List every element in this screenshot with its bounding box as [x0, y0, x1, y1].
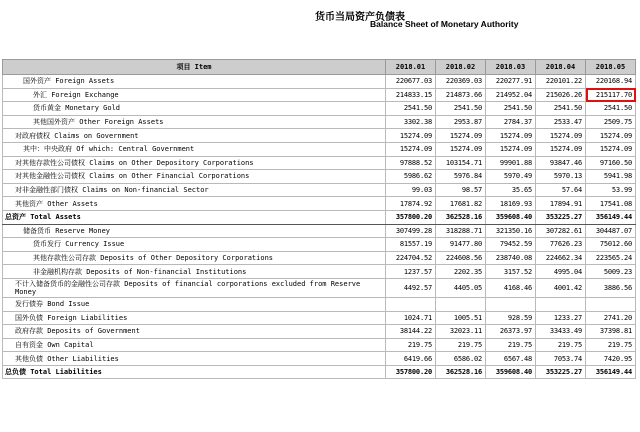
row-label: 自有资金 Own Capital	[3, 338, 386, 352]
value-cell: 6567.48	[486, 352, 536, 366]
value-cell: 33433.49	[536, 325, 586, 339]
value-cell: 1024.71	[386, 311, 436, 325]
value-cell: 7420.95	[586, 352, 636, 366]
value-cell: 3157.52	[486, 265, 536, 279]
value-cell: 75012.60	[586, 238, 636, 252]
value-cell: 15274.09	[536, 142, 586, 156]
value-cell: 91477.80	[436, 238, 486, 252]
value-cell: 17874.92	[386, 197, 436, 211]
table-row	[3, 352, 636, 366]
value-cell: 4168.46	[486, 278, 536, 297]
row-label: 总负债 Total Liabilities	[3, 365, 386, 379]
value-cell: 220369.03	[436, 75, 486, 89]
value-cell: 359608.40	[486, 210, 536, 224]
header-period: 2018.02	[436, 60, 486, 75]
table-row	[3, 102, 636, 116]
value-cell: 238740.08	[486, 251, 536, 265]
value-cell: 219.75	[386, 338, 436, 352]
value-cell: 214833.15	[386, 88, 436, 102]
value-cell: 97160.50	[586, 156, 636, 170]
value-cell: 2541.50	[536, 102, 586, 116]
table-row	[3, 183, 636, 197]
value-cell: 57.64	[536, 183, 586, 197]
value-cell: 2741.20	[586, 311, 636, 325]
row-label: 货币黄金 Monetary Gold	[3, 102, 386, 116]
row-label: 外汇 Foreign Exchange	[3, 88, 386, 102]
value-cell: 220677.03	[386, 75, 436, 89]
value-cell: 15274.09	[586, 142, 636, 156]
value-cell: 81557.19	[386, 238, 436, 252]
value-cell: 1237.57	[386, 265, 436, 279]
value-cell: 3302.38	[386, 115, 436, 129]
value-cell: 357800.20	[386, 365, 436, 379]
table-row	[3, 265, 636, 279]
value-cell: 17681.82	[436, 197, 486, 211]
value-cell: 17541.08	[586, 197, 636, 211]
value-cell: 2541.50	[386, 102, 436, 116]
table-row	[3, 238, 636, 252]
value-cell: 15274.09	[386, 129, 436, 143]
table-row	[3, 129, 636, 143]
value-cell: 4492.57	[386, 278, 436, 297]
value-cell: 1005.51	[436, 311, 486, 325]
value-cell: 6419.66	[386, 352, 436, 366]
value-cell: 15274.09	[386, 142, 436, 156]
value-cell: 224608.56	[436, 251, 486, 265]
value-cell: 353225.27	[536, 365, 586, 379]
row-label: 对其他金融性公司债权 Claims on Other Financial Corporations	[3, 170, 386, 184]
value-cell: 2953.87	[436, 115, 486, 129]
value-cell: 2541.50	[486, 102, 536, 116]
value-cell: 38144.22	[386, 325, 436, 339]
row-label: 其他国外资产 Other Foreign Assets	[3, 115, 386, 129]
row-label: 非金融机构存款 Deposits of Non-financial Institutions	[3, 265, 386, 279]
value-cell: 357800.20	[386, 210, 436, 224]
table-row	[3, 197, 636, 211]
value-cell: 93847.46	[536, 156, 586, 170]
value-cell: 4001.42	[536, 278, 586, 297]
table-row	[3, 142, 636, 156]
row-label: 对政府债权 Claims on Government	[3, 129, 386, 143]
row-label: 其他存款性公司存款 Deposits of Other Depository Corporations	[3, 251, 386, 265]
value-cell: 98.57	[436, 183, 486, 197]
value-cell: 318288.71	[436, 224, 486, 238]
row-label: 总资产 Total Assets	[3, 210, 386, 224]
header-row	[3, 60, 636, 75]
value-cell: 219.75	[436, 338, 486, 352]
value-cell: 223565.24	[586, 251, 636, 265]
total-row	[3, 365, 636, 379]
table-row	[3, 297, 636, 311]
row-label: 货币发行 Currency Issue	[3, 238, 386, 252]
row-label: 储备货币 Reserve Money	[3, 224, 386, 238]
value-cell: 37398.81	[586, 325, 636, 339]
value-cell: 15274.09	[486, 129, 536, 143]
title-chinese-wrap	[0, 5, 640, 24]
value-cell: 3886.56	[586, 278, 636, 297]
value-cell: 35.65	[486, 183, 536, 197]
value-cell: 5986.62	[386, 170, 436, 184]
value-cell: 53.99	[586, 183, 636, 197]
table-row	[3, 278, 636, 297]
value-cell: 353225.27	[536, 210, 586, 224]
highlighted-value-cell: 215117.70	[586, 88, 636, 102]
value-cell: 5009.23	[586, 265, 636, 279]
value-cell: 5941.98	[586, 170, 636, 184]
value-cell	[486, 297, 536, 311]
header-period: 2018.01	[386, 60, 436, 75]
table-row	[3, 156, 636, 170]
value-cell: 15274.09	[436, 129, 486, 143]
value-cell: 15274.09	[486, 142, 536, 156]
value-cell: 2533.47	[536, 115, 586, 129]
row-label: 其中：中央政府 Of which: Central Government	[3, 142, 386, 156]
value-cell: 77626.23	[536, 238, 586, 252]
row-label: 不计入储备货币的金融性公司存款 Deposits of financial corporations excluded from Reserve Money	[3, 278, 386, 297]
header-period: 2018.05	[586, 60, 636, 75]
value-cell: 214952.04	[486, 88, 536, 102]
value-cell	[536, 297, 586, 311]
row-label: 国外负债 Foreign Liabilities	[3, 311, 386, 325]
value-cell: 1233.27	[536, 311, 586, 325]
value-cell: 99.03	[386, 183, 436, 197]
value-cell: 18169.93	[486, 197, 536, 211]
value-cell: 220101.22	[536, 75, 586, 89]
value-cell: 4405.05	[436, 278, 486, 297]
value-cell: 79452.59	[486, 238, 536, 252]
value-cell: 15274.09	[536, 129, 586, 143]
value-cell: 6586.02	[436, 352, 486, 366]
value-cell: 17894.91	[536, 197, 586, 211]
value-cell	[386, 297, 436, 311]
value-cell: 321350.16	[486, 224, 536, 238]
table-row	[3, 325, 636, 339]
value-cell: 15274.09	[586, 129, 636, 143]
value-cell: 215026.26	[536, 88, 586, 102]
value-cell: 362528.16	[436, 210, 486, 224]
value-cell: 356149.44	[586, 365, 636, 379]
row-label: 对其他存款性公司债权 Claims on Other Depository Corporations	[3, 156, 386, 170]
value-cell: 219.75	[586, 338, 636, 352]
value-cell: 362528.16	[436, 365, 486, 379]
value-cell: 15274.09	[436, 142, 486, 156]
value-cell: 219.75	[486, 338, 536, 352]
value-cell: 2784.37	[486, 115, 536, 129]
row-label: 发行债券 Bond Issue	[3, 297, 386, 311]
value-cell: 32023.11	[436, 325, 486, 339]
value-cell: 928.59	[486, 311, 536, 325]
value-cell: 307499.28	[386, 224, 436, 238]
value-cell: 359608.40	[486, 365, 536, 379]
table-row	[3, 338, 636, 352]
row-label: 对非金融性部门债权 Claims on Non-financial Sector	[3, 183, 386, 197]
value-cell: 5976.84	[436, 170, 486, 184]
row-label: 国外资产 Foreign Assets	[3, 75, 386, 89]
value-cell: 2202.35	[436, 265, 486, 279]
value-cell: 304487.07	[586, 224, 636, 238]
table-row	[3, 88, 636, 102]
table-row	[3, 75, 636, 89]
value-cell: 220168.94	[586, 75, 636, 89]
value-cell: 4995.04	[536, 265, 586, 279]
value-cell: 26373.97	[486, 325, 536, 339]
row-label: 其他资产 Other Assets	[3, 197, 386, 211]
table-row	[3, 115, 636, 129]
balance-sheet-table	[2, 59, 636, 379]
value-cell: 97888.52	[386, 156, 436, 170]
table-row	[3, 311, 636, 325]
value-cell: 224704.52	[386, 251, 436, 265]
value-cell: 2541.50	[586, 102, 636, 116]
value-cell: 2541.50	[436, 102, 486, 116]
title-english: Balance Sheet of Monetary Authority	[370, 19, 519, 29]
value-cell	[586, 297, 636, 311]
value-cell: 214873.66	[436, 88, 486, 102]
table-row	[3, 170, 636, 184]
value-cell: 7053.74	[536, 352, 586, 366]
row-label: 其他负债 Other Liabilities	[3, 352, 386, 366]
row-label: 政府存款 Deposits of Government	[3, 325, 386, 339]
value-cell: 5970.13	[536, 170, 586, 184]
value-cell: 307282.61	[536, 224, 586, 238]
title-chinese: 货币当局资产负债表	[315, 12, 405, 23]
value-cell: 99901.88	[486, 156, 536, 170]
header-period: 2018.04	[536, 60, 586, 75]
header-period: 2018.03	[486, 60, 536, 75]
value-cell	[436, 297, 486, 311]
value-cell: 220277.91	[486, 75, 536, 89]
value-cell: 219.75	[536, 338, 586, 352]
value-cell: 2509.75	[586, 115, 636, 129]
value-cell: 5970.49	[486, 170, 536, 184]
value-cell: 103154.71	[436, 156, 486, 170]
value-cell: 224662.34	[536, 251, 586, 265]
header-item: 项目 Item	[3, 60, 386, 75]
value-cell: 356149.44	[586, 210, 636, 224]
table-row	[3, 251, 636, 265]
table-row	[3, 224, 636, 238]
total-row	[3, 210, 636, 224]
